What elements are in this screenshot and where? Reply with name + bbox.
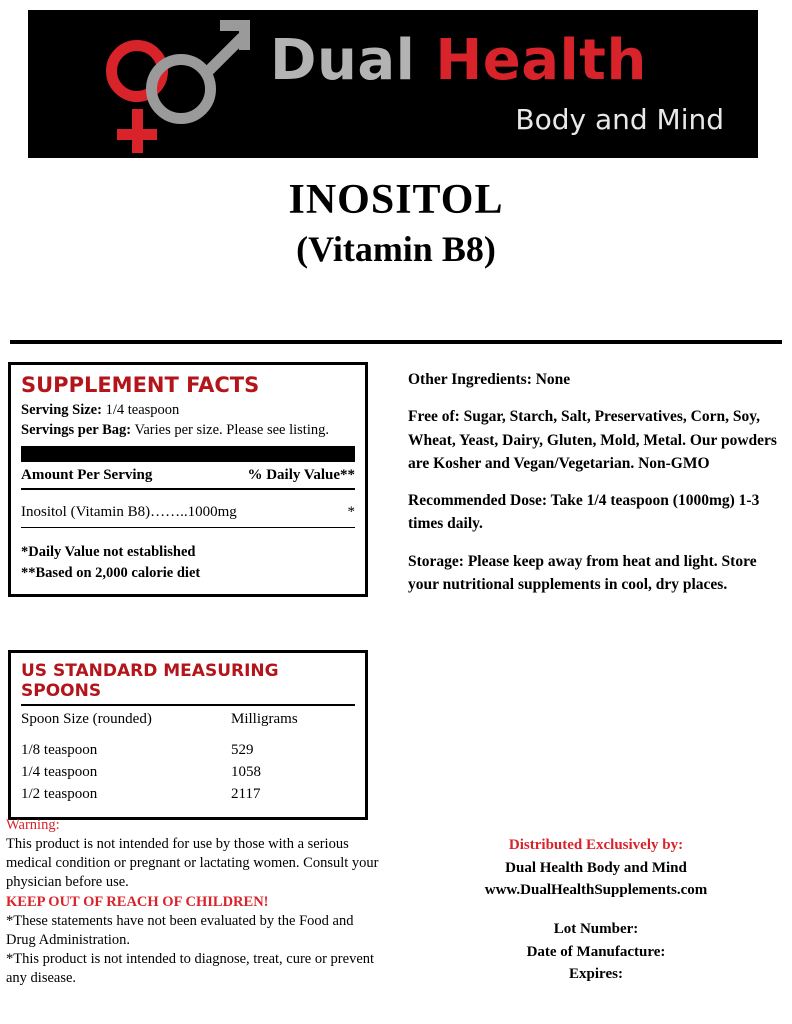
distributor-name: Dual Health Body and Mind [505, 859, 687, 876]
storage-text: Storage: Please keep away from heat and light. Store your nutritional supplements in cool, dry places. [408, 552, 757, 593]
lot-number-label: Lot Number: [553, 921, 639, 937]
free-of-text: Free of: Sugar, Starch, Salt, Preservatives, Corn, Soy, Wheat, Yeast, Dairy, Gluten, Mold, Metal. Our powders are Kosher and Vegan/Vegetarian. Non-GMO [408, 408, 777, 472]
table-row [21, 740, 355, 762]
header-divider [10, 340, 782, 344]
ingredient-name: Inositol (Vitamin B8)……..1000mg [21, 504, 237, 521]
date-of-manufacture-label: Date of Manufacture: [526, 943, 666, 960]
spoon-size-cell: 1/4 teaspoon [21, 763, 98, 780]
expires-label: Expires: [569, 966, 623, 982]
product-title: INOSITOL [288, 177, 504, 223]
warning-block [6, 816, 386, 988]
servings-per-bag-value: Varies per size. Please see listing. [134, 421, 329, 438]
servings-per-bag-line [21, 421, 355, 441]
measuring-spoons-title: US STANDARD MEASURING SPOONS [21, 661, 355, 706]
distributor-website: www.DualHealthSupplements.com [484, 882, 708, 898]
serving-size-label: Serving Size: [21, 402, 102, 418]
facts-footnotes [21, 542, 355, 584]
keep-out-of-reach-heading: KEEP OUT OF REACH OF CHILDREN! [6, 893, 269, 910]
footnote-calorie-diet: **Based on 2,000 calorie diet [21, 565, 201, 582]
warning-body: This product is not intended for use by those with a serious medical condition or pregnant or lactating women. Consult your physician before use. [6, 836, 379, 891]
warning-heading: Warning: [6, 817, 60, 833]
male-arrow-icon [196, 18, 252, 74]
measuring-spoons-panel [8, 650, 368, 820]
milligrams-cell: 1058 [231, 763, 261, 780]
distributor-block [408, 834, 784, 902]
logo-tagline: Body and Mind [515, 102, 724, 136]
supplement-facts-panel [8, 362, 368, 597]
footnote-daily-value: *Daily Value not established [21, 544, 196, 561]
logo-brand-line [270, 27, 738, 93]
product-disclaimer: *This product is not intended to diagnose, treat, cure or prevent any disease. [6, 950, 375, 986]
fda-disclaimer: *These statements have not been evaluated by the Food and Drug Administration. [6, 912, 354, 948]
recommended-dose-text: Recommended Dose: Take 1/4 teaspoon (1000mg) 1-3 times daily. [408, 492, 760, 533]
ingredient-daily-value: * [347, 504, 355, 521]
facts-black-bar [21, 446, 355, 462]
lot-info-block [408, 918, 784, 986]
milligrams-header: Milligrams [231, 711, 298, 727]
logo-text [260, 27, 758, 136]
amount-per-serving-header: Amount Per Serving [21, 467, 153, 484]
logo-banner [28, 10, 758, 158]
facts-ingredient-row [21, 490, 355, 528]
milligrams-cell: 2117 [231, 785, 261, 802]
spoons-column-headers [21, 711, 355, 740]
serving-size-value: 1/4 teaspoon [105, 402, 180, 418]
servings-per-bag-label: Servings per Bag: [21, 421, 132, 438]
supplement-facts-title: SUPPLEMENT FACTS [21, 373, 260, 397]
daily-value-header: % Daily Value** [247, 467, 355, 484]
spoon-size-header: Spoon Size (rounded) [21, 711, 152, 727]
serving-size-line [21, 401, 355, 421]
product-info-column [408, 368, 784, 610]
facts-column-headers [21, 464, 355, 490]
spoon-size-cell: 1/2 teaspoon [21, 785, 98, 802]
logo-word-health: Health [435, 27, 647, 93]
milligrams-cell: 529 [231, 742, 254, 758]
table-row [21, 784, 355, 806]
distributor-heading: Distributed Exclusively by: [508, 837, 684, 853]
table-row [21, 762, 355, 784]
product-subtitle: (Vitamin B8) [296, 229, 496, 269]
male-female-symbol-icon [100, 14, 260, 154]
spoon-size-cell: 1/8 teaspoon [21, 742, 98, 758]
other-ingredients-text: Other Ingredients: None [408, 371, 571, 388]
logo-word-dual: Dual [270, 27, 436, 93]
